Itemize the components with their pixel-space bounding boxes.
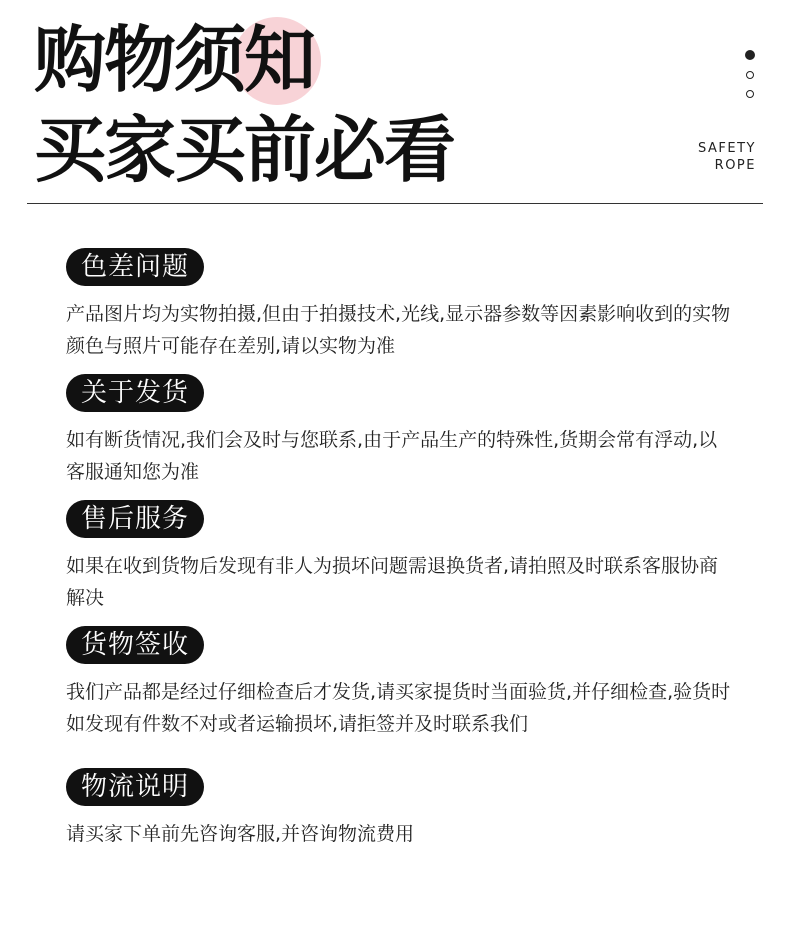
section-shipping (66, 374, 746, 488)
section-heading: 色差问题 (66, 248, 204, 286)
side-label-line2: ROPE (714, 158, 756, 173)
section-text: 我们产品都是经过仔细检查后才发货,请买家提货时当面验货,并仔细检查,验货时如发现有件数不对或者运输损坏,请拒签并及时联系我们 (66, 681, 731, 735)
section-heading: 货物签收 (66, 626, 204, 664)
section-heading: 关于发货 (66, 374, 204, 412)
page-subtitle: 买家买前必看 (34, 108, 455, 192)
section-after-sales (66, 500, 746, 614)
page-title: 购物须知 (34, 18, 315, 102)
side-label (698, 140, 756, 174)
section-logistics (66, 768, 746, 850)
section-color-difference (66, 248, 746, 362)
section-heading: 售后服务 (66, 500, 204, 538)
pagination-dot (746, 71, 754, 79)
section-text: 如果在收到货物后发现有非人为损坏问题需退换货者,请拍照及时联系客服协商解决 (66, 555, 719, 609)
pagination-dot (746, 90, 754, 98)
section-heading: 物流说明 (66, 768, 204, 806)
section-text: 请买家下单前先咨询客服,并咨询物流费用 (66, 823, 415, 845)
side-label-line1: SAFETY (698, 141, 756, 156)
pagination-dots (745, 50, 757, 109)
section-text: 产品图片均为实物拍摄,但由于拍摄技术,光线,显示器参数等因素影响收到的实物颜色与照片可能存在差别,请以实物为准 (66, 303, 731, 357)
section-receipt (66, 626, 746, 740)
section-text: 如有断货情况,我们会及时与您联系,由于产品生产的特殊性,货期会常有浮动,以客服通知您为准 (66, 429, 718, 483)
pagination-dot-active (745, 50, 755, 60)
header-divider (27, 203, 763, 204)
